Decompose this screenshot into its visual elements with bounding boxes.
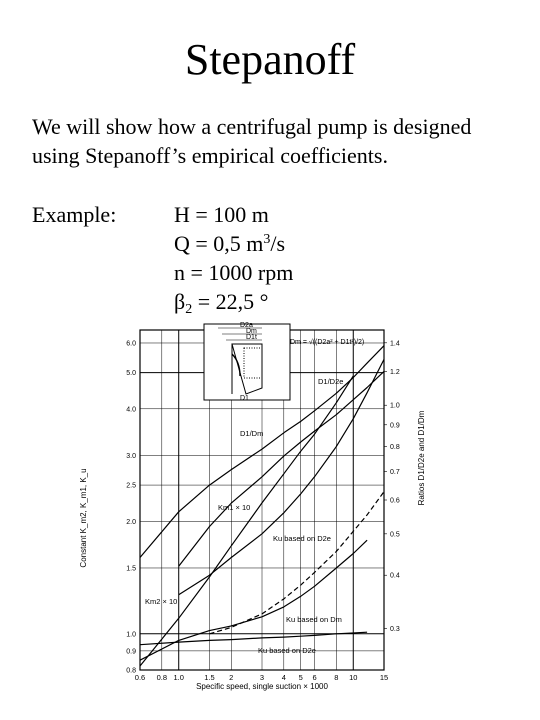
- label-ku-dm: Ku based on Dm: [286, 615, 342, 624]
- x-tick-label: 2: [229, 673, 234, 682]
- label-km1: Km1 × 10: [218, 503, 251, 512]
- inset-label-d1t: D1t: [246, 334, 257, 341]
- example-label: Example:: [32, 202, 117, 227]
- x-tick-label: 6: [312, 673, 317, 682]
- y-left-tick-label: 3.0: [126, 452, 136, 460]
- inset-label-d2a: D2a: [240, 322, 253, 329]
- y-left-tick-label: 2.0: [126, 518, 136, 526]
- x-tick-label: 1.5: [204, 673, 215, 682]
- y-axis-label-left: Constant K_m2, K_m1, K_u: [79, 468, 88, 568]
- y-left-tick-label: 6.0: [126, 340, 136, 348]
- intro-text: We will show how a centrifugal pump is designed using Stepanoff’s empirical coefficients.: [32, 114, 472, 168]
- param-flow-unit: /s: [270, 231, 286, 256]
- x-tick-label: 1.0: [173, 673, 184, 682]
- param-flow-exponent: 3: [263, 232, 271, 247]
- slide-title: Stepanoff: [184, 35, 356, 84]
- x-tick-label: 8: [334, 673, 339, 682]
- y-left-tick-label: 1.5: [126, 565, 136, 573]
- y-right-tick-label: 1.2: [390, 368, 400, 376]
- x-tick-label: 5: [298, 673, 303, 682]
- param-head: H = 100 m: [174, 202, 269, 227]
- y-right-tick-label: 0.3: [390, 626, 400, 634]
- param-angle-value: = 22,5 °: [192, 289, 269, 314]
- param-angle-subscript: 2: [185, 302, 193, 317]
- y-left-tick-label: 4.0: [126, 406, 136, 414]
- param-flow: [174, 229, 293, 258]
- y-right-tick-label: 0.8: [390, 444, 400, 452]
- y-left-tick-label: 2.5: [126, 482, 136, 490]
- y-right-tick-label: 1.4: [390, 340, 400, 348]
- inset-label-dm: Dm: [246, 328, 257, 335]
- y-right-tick-label: 0.7: [390, 468, 400, 476]
- label-d1-d2e: D1/D2e: [318, 377, 344, 386]
- label-km2: Km2 × 10: [145, 597, 178, 606]
- label-d1-dm: D1/Dm: [240, 429, 264, 438]
- param-angle-symbol: β: [174, 289, 186, 314]
- x-tick-label: 0.6: [134, 673, 146, 682]
- param-flow-text: Q = 0,5 m: [174, 231, 264, 256]
- y-right-tick-label: 1.0: [390, 402, 400, 410]
- y-right-tick-label: 0.9: [390, 422, 400, 430]
- stepanoff-chart: [0, 318, 540, 720]
- y-left-tick-label: 0.9: [126, 648, 136, 656]
- y-left-tick-label: 1.0: [126, 631, 136, 639]
- y-right-tick-label: 0.4: [390, 572, 400, 580]
- x-tick-label: 0.8: [156, 673, 168, 682]
- series-line-1: [210, 492, 385, 634]
- param-angle: [174, 287, 293, 316]
- y-axis-label-right: Ratios D1/D2e and D1/Dm: [417, 410, 426, 506]
- inset-label-d1: D1: [240, 395, 249, 402]
- x-tick-label: 15: [379, 673, 389, 682]
- y-left-tick-label: 0.8: [126, 667, 136, 675]
- label-ku-d2e-upper: Ku based on D2e: [273, 534, 331, 543]
- y-right-tick-label: 0.6: [390, 497, 400, 505]
- x-tick-label: 4: [281, 673, 286, 682]
- y-left-tick-label: 5.0: [126, 370, 136, 378]
- x-axis-label: Specific speed, single suction × 1000: [196, 682, 328, 691]
- y-right-tick-label: 0.5: [390, 531, 400, 539]
- label-ku-d2e-lower: Ku based on D2e: [258, 646, 316, 655]
- formula-annotation: Dm = √((D2a² + D1t²)/2): [290, 339, 365, 346]
- example-parameters: [174, 200, 293, 316]
- x-tick-label: 3: [259, 673, 265, 682]
- param-speed: n = 1000 rpm: [174, 260, 294, 285]
- x-tick-label: 10: [349, 673, 358, 682]
